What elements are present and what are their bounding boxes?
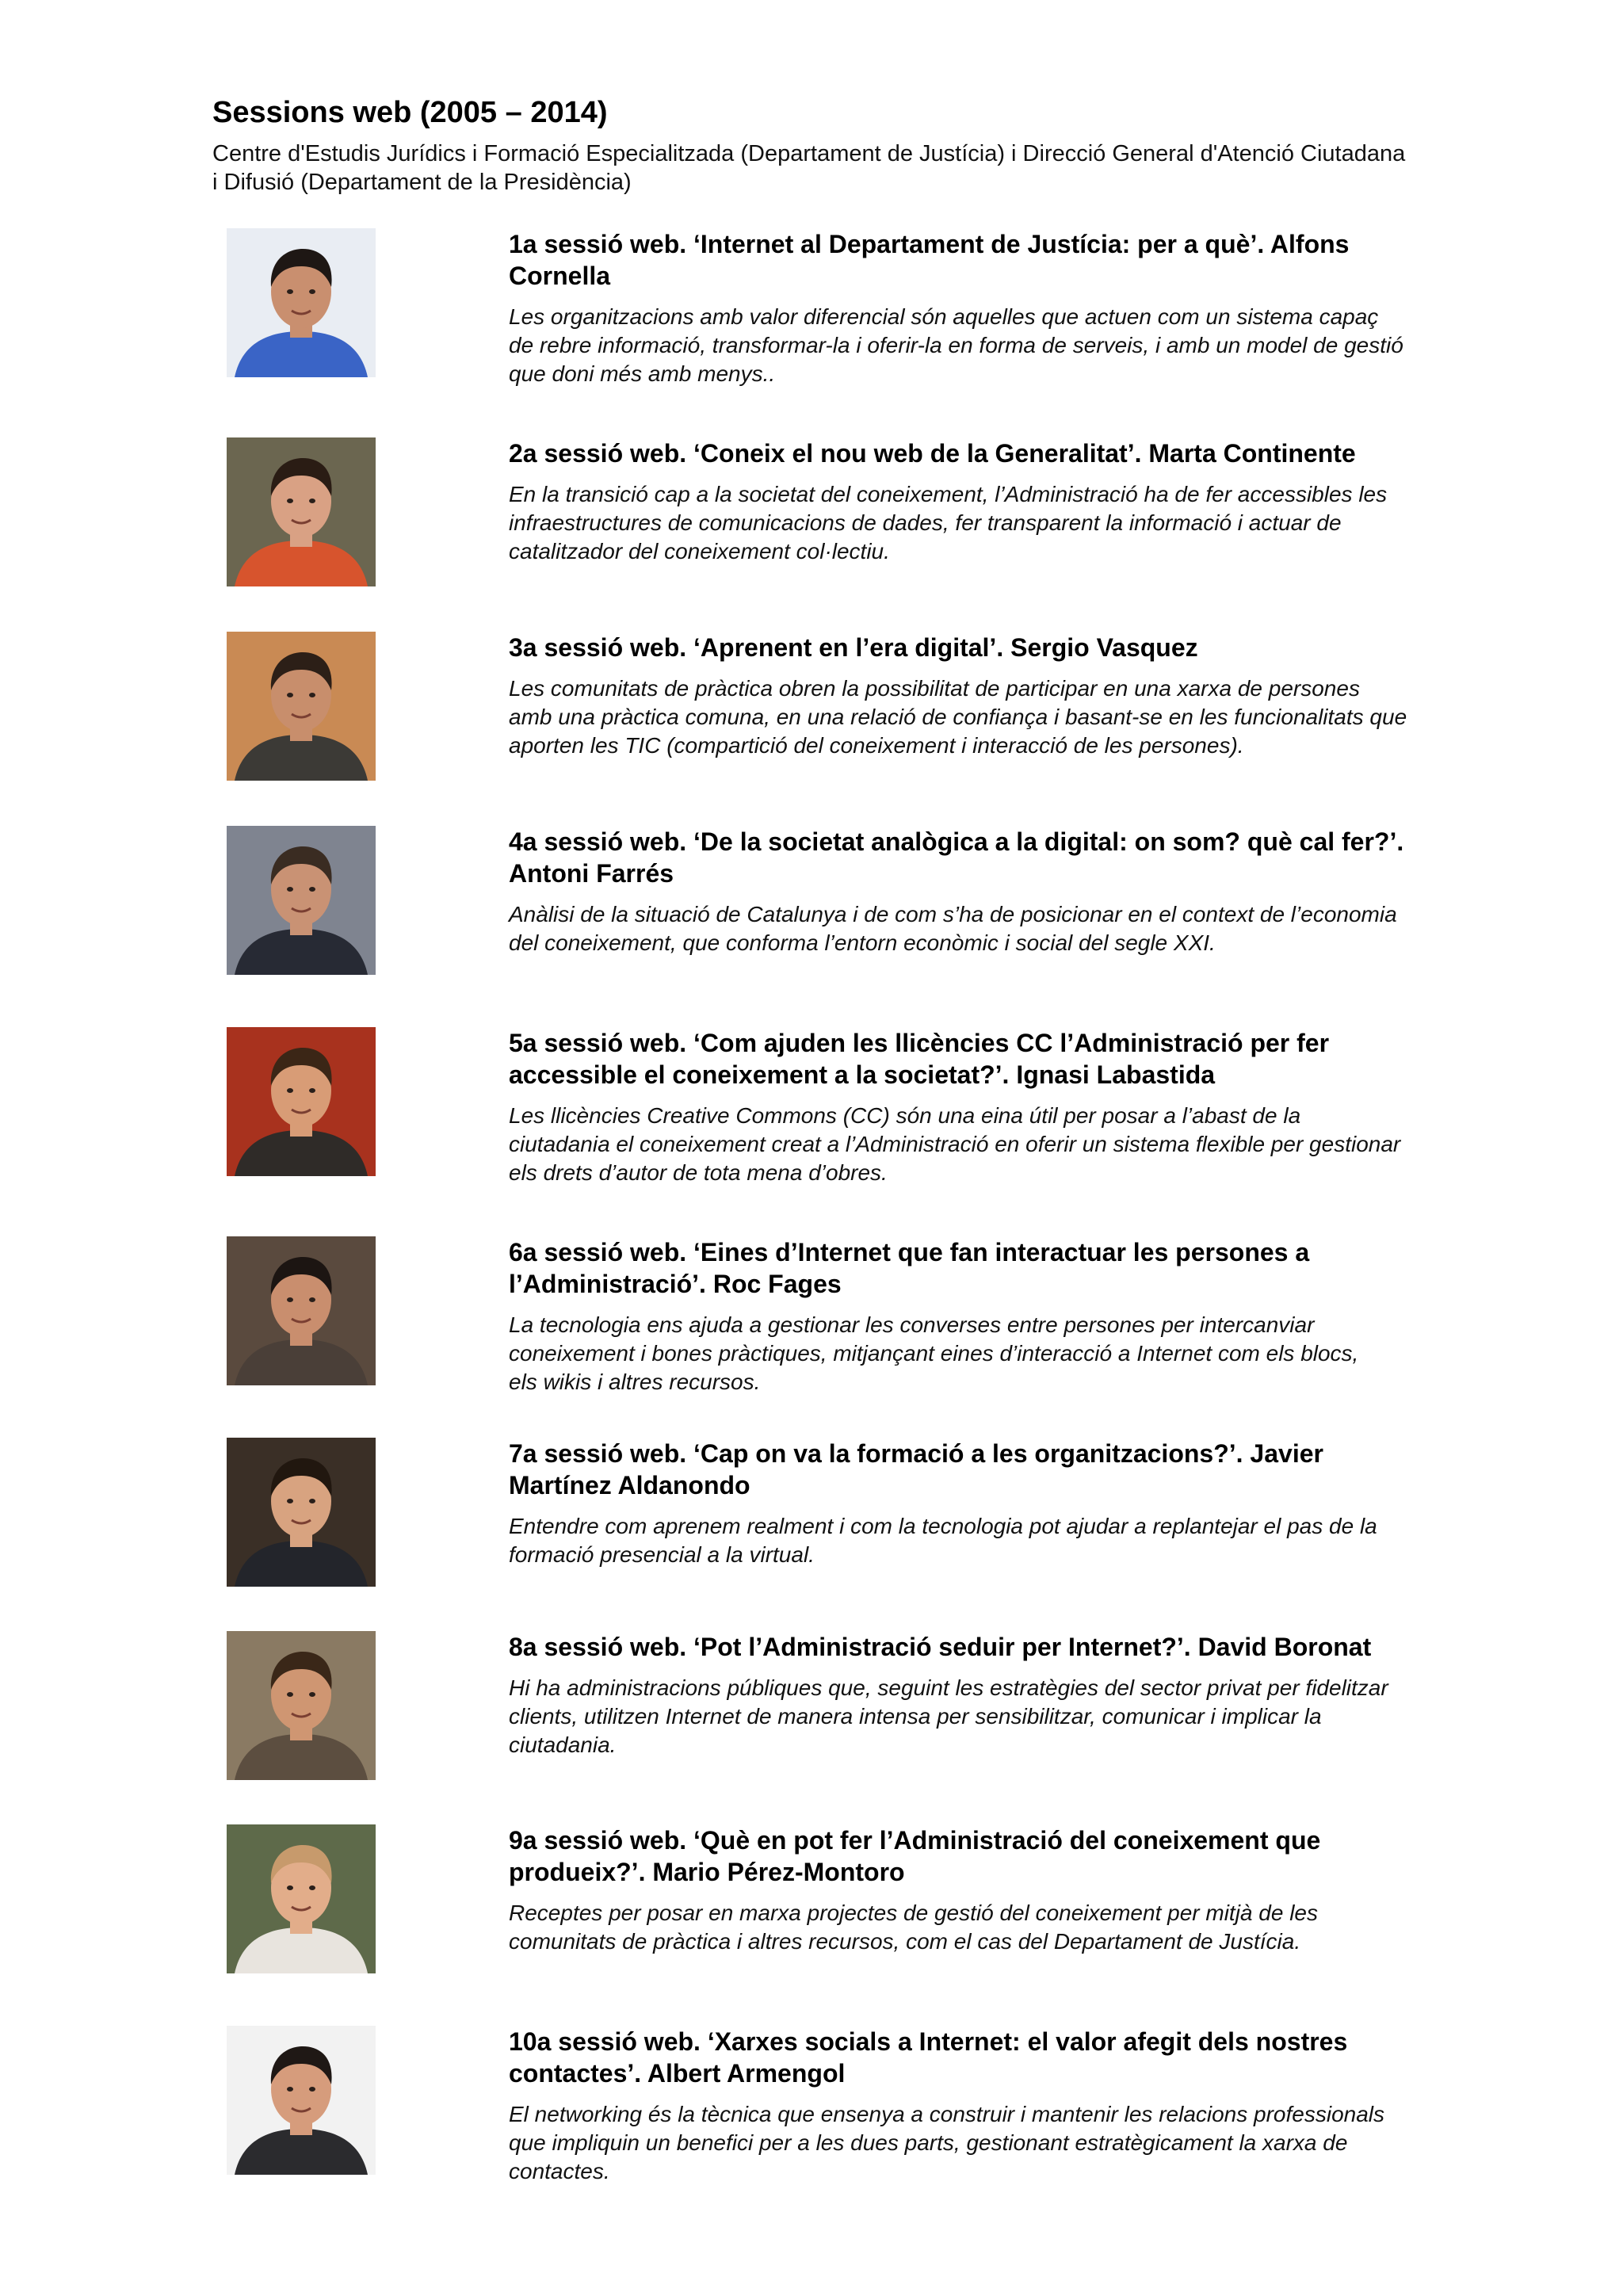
photo-eye: [309, 2087, 315, 2092]
session-description-line: La tecnologia ens ajuda a gestionar les converses entre persones per intercanviar: [509, 1312, 1315, 1337]
session-item: [0, 228, 1623, 387]
session-text: [509, 1027, 1523, 1187]
session-text: [509, 1236, 1523, 1396]
session-title: [509, 437, 1523, 469]
session-description-line: catalitzador del coneixement col·lectiu.: [509, 539, 890, 563]
session-description-line: de rebre informació, transformar-la i oferir-la en forma de serveis, i amb un model de gestió: [509, 333, 1403, 357]
speaker-photo: [227, 632, 376, 781]
session-text: [509, 1824, 1523, 1956]
session-item: [0, 1631, 1623, 1790]
photo-eye: [309, 1692, 315, 1697]
session-title-line: 1a sessió web. ‘Internet al Departament de Justícia: per a què’. Alfons: [509, 230, 1350, 258]
session-item: [0, 826, 1623, 984]
session-description-line: comunitats de pràctica i altres recursos, com el cas del Departament de Justícia.: [509, 1929, 1301, 1954]
speaker-photo: [227, 1438, 376, 1587]
speaker-photo: [227, 1631, 376, 1780]
session-title-line: Martínez Aldanondo: [509, 1471, 750, 1499]
session-title-line: Cornella: [509, 262, 611, 290]
session-description: [509, 900, 1523, 957]
session-title-line: 4a sessió web. ‘De la societat analògica a la digital: on som? què cal fer?’.: [509, 827, 1404, 856]
speaker-portrait: [227, 2026, 376, 2175]
speaker-photo: [227, 437, 376, 586]
page-header: [212, 94, 1512, 197]
session-text: [509, 228, 1523, 388]
session-description-line: clients, utilitzen Internet de manera intensa per sensibilitzar, comunicar i implicar la: [509, 1704, 1322, 1729]
speaker-portrait: [227, 1824, 376, 1973]
session-item: [0, 437, 1623, 596]
session-title-line: produeix?’. Mario Pérez-Montoro: [509, 1858, 905, 1886]
photo-eye: [287, 2087, 293, 2092]
photo-eye: [309, 499, 315, 503]
session-description: [509, 1311, 1523, 1396]
photo-eye: [287, 1088, 293, 1093]
session-title-line: 8a sessió web. ‘Pot l’Administració seduir per Internet?’. David Boronat: [509, 1633, 1372, 1661]
session-description-line: ciutadania el coneixement creat a l’Administració en oferir un sistema flexible per gestionar: [509, 1132, 1401, 1156]
session-description: [509, 1899, 1523, 1956]
photo-eye: [287, 1297, 293, 1302]
session-description-line: Les llicències Creative Commons (CC) són una eina útil per posar a l’abast de la: [509, 1103, 1301, 1128]
session-title-line: l’Administració’. Roc Fages: [509, 1270, 842, 1298]
session-description-line: Receptes per posar en marxa projectes de gestió del coneixement per mitjà de les: [509, 1901, 1318, 1925]
session-title-line: accessible el coneixement a la societat?’. Ignasi Labastida: [509, 1060, 1216, 1089]
session-title: [509, 1824, 1523, 1888]
speaker-portrait: [227, 1631, 376, 1780]
session-text: [509, 437, 1523, 566]
speaker-photo: [227, 1236, 376, 1385]
session-description-line: Les comunitats de pràctica obren la possibilitat de participar en una xarxa de persones: [509, 676, 1360, 701]
photo-eye: [287, 1499, 293, 1503]
session-description-line: infraestructures de comunicacions de dades, fer transparent la informació i actuar de: [509, 510, 1342, 535]
session-text: [509, 1631, 1523, 1759]
session-description-line: En la transició cap a la societat del coneixement, l’Administració ha de fer accessibles les: [509, 482, 1388, 506]
session-title: [509, 1438, 1523, 1501]
session-description: [509, 480, 1523, 566]
speaker-photo: [227, 1824, 376, 1973]
photo-eye: [287, 693, 293, 697]
speaker-photo: [227, 826, 376, 975]
session-title-line: 3a sessió web. ‘Aprenent en l’era digital’. Sergio Vasquez: [509, 633, 1198, 662]
photo-eye: [287, 499, 293, 503]
session-title-line: 5a sessió web. ‘Com ajuden les llicències CC l’Administració per fer: [509, 1029, 1330, 1057]
session-description-line: els wikis i altres recursos.: [509, 1370, 761, 1394]
speaker-portrait: [227, 437, 376, 586]
photo-eye: [309, 1297, 315, 1302]
session-title: [509, 1027, 1523, 1091]
speaker-portrait: [227, 1027, 376, 1176]
speaker-portrait: [227, 1438, 376, 1587]
photo-eye: [309, 887, 315, 892]
session-description-line: Anàlisi de la situació de Catalunya i de com s’ha de posicionar en el context de l’economia: [509, 902, 1397, 926]
photo-eye: [309, 1088, 315, 1093]
session-description-line: Hi ha administracions públiques que, seguint les estratègies del sector privat per fidelitzar: [509, 1675, 1388, 1700]
session-text: [509, 1438, 1523, 1569]
speaker-photo: [227, 1027, 376, 1176]
session-description-line: aporten les TIC (compartició del coneixement i interacció de les persones).: [509, 733, 1244, 758]
session-description-line: Les organitzacions amb valor diferencial són aquelles que actuen com un sistema capaç: [509, 304, 1379, 329]
session-title-line: 6a sessió web. ‘Eines d’Internet que fan interactuar les persones a: [509, 1238, 1310, 1266]
session-title: [509, 228, 1523, 292]
session-text: [509, 826, 1523, 957]
speaker-portrait: [227, 826, 376, 975]
session-description-line: que impliquin un benefici per a les dues parts, gestionant estratègicament la xarxa de: [509, 2130, 1348, 2155]
session-description-line: El networking és la tècnica que ensenya a construir i mantenir les relacions professionals: [509, 2102, 1385, 2126]
speaker-photo: [227, 228, 376, 377]
session-title-line: 10a sessió web. ‘Xarxes socials a Internet: el valor afegit dels nostres: [509, 2027, 1348, 2056]
photo-eye: [309, 1885, 315, 1890]
photo-eye: [309, 289, 315, 294]
session-description-line: els drets d’autor de tota mena d’obres.: [509, 1160, 888, 1185]
session-title: [509, 2026, 1523, 2089]
page-subtitle-line: i Difusió (Departament de la Presidència): [212, 170, 632, 195]
photo-eye: [287, 887, 293, 892]
session-title-line: 7a sessió web. ‘Cap on va la formació a les organitzacions?’. Javier: [509, 1439, 1323, 1468]
page-title: Sessions web (2005 – 2014): [212, 96, 608, 129]
session-description-line: que doni més amb menys..: [509, 361, 776, 386]
session-description: [509, 674, 1523, 760]
page-subtitle-line: Centre d'Estudis Jurídics i Formació Especialitzada (Departament de Justícia) i Direcció General d'Atenció Ciutadana: [212, 141, 1406, 166]
session-description-line: ciutadania.: [509, 1733, 617, 1757]
session-text: [509, 2026, 1523, 2186]
speaker-photo: [227, 2026, 376, 2175]
session-item: [0, 1824, 1623, 1983]
session-description-line: Entendre com aprenem realment i com la tecnologia pot ajudar a replantejar el pas de la: [509, 1514, 1377, 1538]
session-description-line: contactes.: [509, 2159, 610, 2183]
photo-eye: [309, 693, 315, 697]
session-title-line: 9a sessió web. ‘Què en pot fer l’Administració del coneixement que: [509, 1826, 1321, 1855]
speaker-portrait: [227, 632, 376, 781]
speaker-portrait: [227, 1236, 376, 1385]
photo-eye: [309, 1499, 315, 1503]
session-item: [0, 2026, 1623, 2184]
session-title: [509, 1236, 1523, 1300]
session-title-line: contactes’. Albert Armengol: [509, 2059, 846, 2088]
session-item: [0, 1236, 1623, 1395]
speaker-portrait: [227, 228, 376, 377]
session-description: [509, 1512, 1523, 1569]
photo-eye: [287, 1692, 293, 1697]
session-description: [509, 1102, 1523, 1187]
photo-eye: [287, 1885, 293, 1890]
session-description-line: formació presencial a la virtual.: [509, 1542, 815, 1567]
session-text: [509, 632, 1523, 760]
photo-eye: [287, 289, 293, 294]
session-description-line: coneixement i bones pràctiques, mitjançant eines d’interacció a Internet com els blocs,: [509, 1341, 1359, 1366]
session-description: [509, 303, 1523, 388]
session-title: [509, 632, 1523, 663]
session-item: [0, 1027, 1623, 1186]
session-description: [509, 2100, 1523, 2186]
page-subtitle: [212, 139, 1512, 197]
session-title-line: 2a sessió web. ‘Coneix el nou web de la Generalitat’. Marta Continente: [509, 439, 1356, 468]
session-description-line: amb una pràctica comuna, en una relació de confiança i basant-se en les funcionalitats que: [509, 705, 1407, 729]
session-title: [509, 1631, 1523, 1663]
session-description: [509, 1674, 1523, 1759]
session-description-line: del coneixement, que conforma l’entorn econòmic i social del segle XXI.: [509, 930, 1216, 955]
session-item: [0, 1438, 1623, 1596]
session-title: [509, 826, 1523, 889]
session-title-line: Antoni Farrés: [509, 859, 674, 888]
session-item: [0, 632, 1623, 790]
